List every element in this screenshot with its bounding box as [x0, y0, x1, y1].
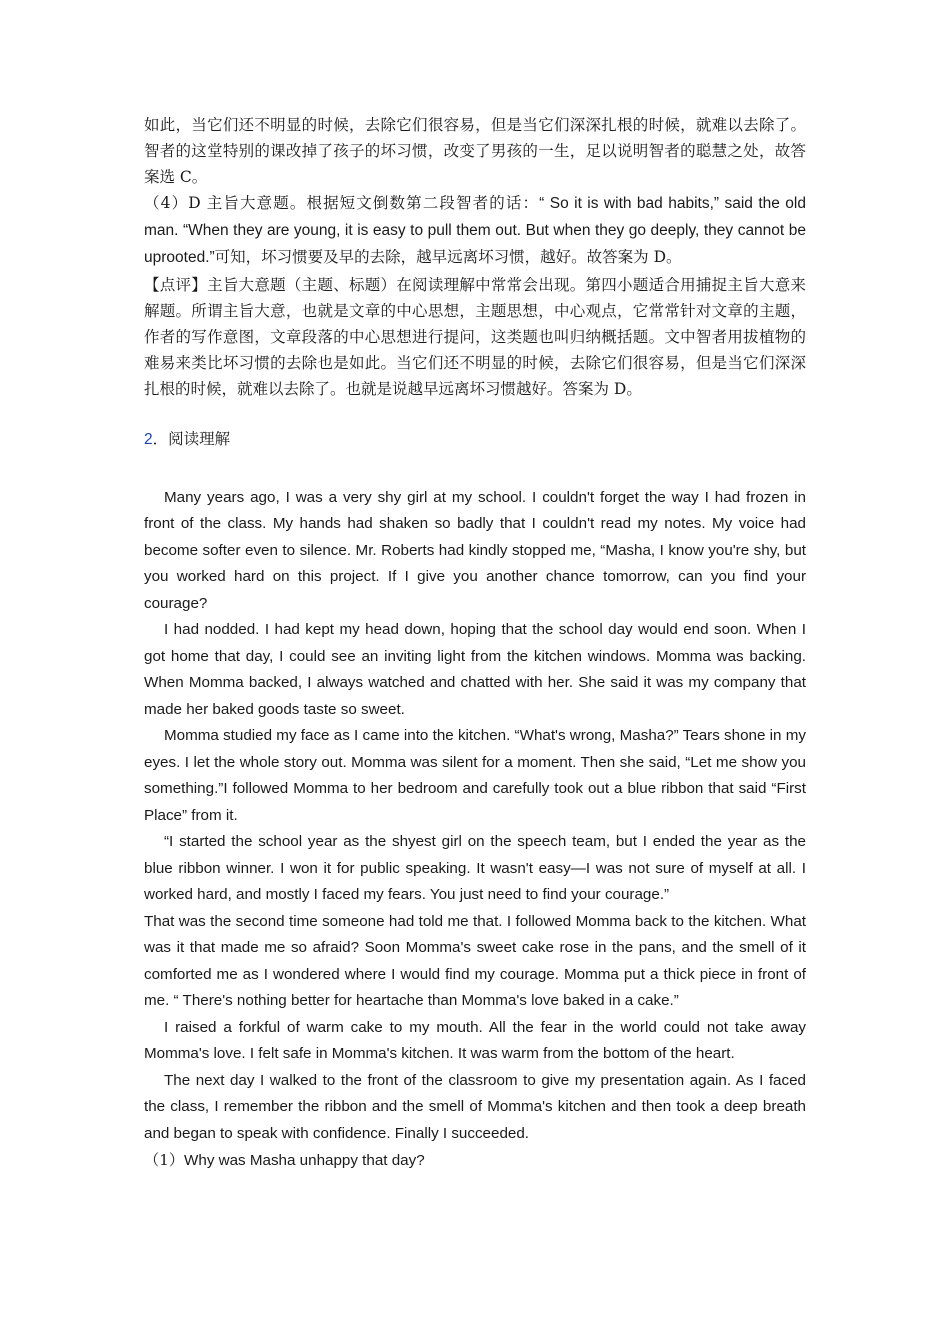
passage-paragraph: Momma studied my face as I came into the kitchen. “What's wrong, Masha?” Tears shone in my eyes. I let the whole story out. Momma was silent for a moment. Then she said, “Let me show you something.”I followed Momma to her bedroom and carefully took out a blue ribbon that said “First Place” from it.	[144, 727, 806, 824]
document-page	[144, 112, 806, 1175]
answer-explanation-suffix: 可知，坏习惯要及早的去除，越早远离坏习惯，越好。故答案为 D。	[214, 248, 682, 266]
passage-paragraph: The next day I walked to the front of the classroom to give my presentation again. As I faced the class, I remember the ribbon and the smell of Momma's kitchen and then took a deep breath and began to speak with confidence. Finally I succeeded.	[144, 1071, 806, 1142]
comment-paragraph: 【点评】主旨大意题（主题、标题）在阅读理解中常常会出现。第四小题适合用捕捉主旨大意来解题。所谓主旨大意，也就是文章的中心思想，主题思想，中心观点，它常常针对文章的主题，作者的写作意图，文章段落的中心思想进行提问，这类题也叫归纳概括题。文中智者用拔植物的难易来类比坏习惯的去除也是如此。当它们还不明显的时候，去除它们很容易，但是当它们深深扎根的时候，就难以去除了。也就是说越早远离坏习惯越好。答案为 D。	[144, 275, 806, 398]
answer-explanation-quote: “ So it is with bad habits,” said the old man. “When they are young, it is easy to pull them out. But when they go deeply, they cannot be uprooted.”	[144, 195, 806, 266]
reading-passage	[144, 485, 806, 1148]
explanation-paragraph: 如此，当它们还不明显的时候，去除它们很容易，但是当它们深深扎根的时候，就难以去除了。智者的这堂特别的课改掉了孩子的坏习惯，改变了男孩的一生，足以说明智者的聪慧之处，故答案选 C。	[144, 116, 806, 186]
passage-paragraph: That was the second time someone had told me that. I followed Momma back to the kitchen. What was it that made me so afraid? Soon Momma's sweet cake rose in the pans, and the smell of it comforted me as I wondered where I would find my courage. Momma put a thick piece in front of me. “ There's nothing better for heartache than Momma's love baked in a cake.”	[144, 912, 806, 1009]
question-label: （4）	[144, 194, 189, 212]
section-number: 2	[144, 430, 153, 448]
question-item	[144, 1147, 806, 1175]
section-heading	[144, 426, 806, 453]
passage-paragraph: “I started the school year as the shyest girl on the speech team, but I ended the year as the blue ribbon winner. I won it for public speaking. It wasn't easy—I was not sure of myself at all. I worked hard, and mostly I faced my fears. You just need to find your courage.”	[144, 833, 806, 903]
question-label: （1）	[144, 1151, 185, 1169]
passage-paragraph: I had nodded. I had kept my head down, hoping that the school day would end soon. When I got home that day, I could see an inviting light from the kitchen windows. Momma was backing. When Momma backed, I always watched and chatted with her. She said it was my company that made her baked goods taste so sweet.	[144, 621, 806, 718]
question-text: Why was Masha unhappy that day?	[184, 1152, 425, 1169]
section-title: ．阅读理解	[152, 429, 231, 448]
passage-paragraph: I raised a forkful of warm cake to my mouth. All the fear in the world could not take away Momma's love. I felt safe in Momma's kitchen. It was warm from the bottom of the heart.	[144, 1018, 806, 1062]
answer-explanation-q4	[144, 190, 806, 272]
answer-explanation-prefix: D 主旨大意题。根据短文倒数第二段智者的话：	[188, 194, 540, 212]
passage-paragraph: Many years ago, I was a very shy girl at my school. I couldn't forget the way I had frozen in front of the class. My hands had shaken so badly that I couldn't read my notes. My voice had become softer even to silence. Mr. Roberts had kindly stopped me, “Masha, I know you're shy, but you worked hard on this project. If I give you another chance tomorrow, can you find your courage?	[144, 488, 806, 612]
